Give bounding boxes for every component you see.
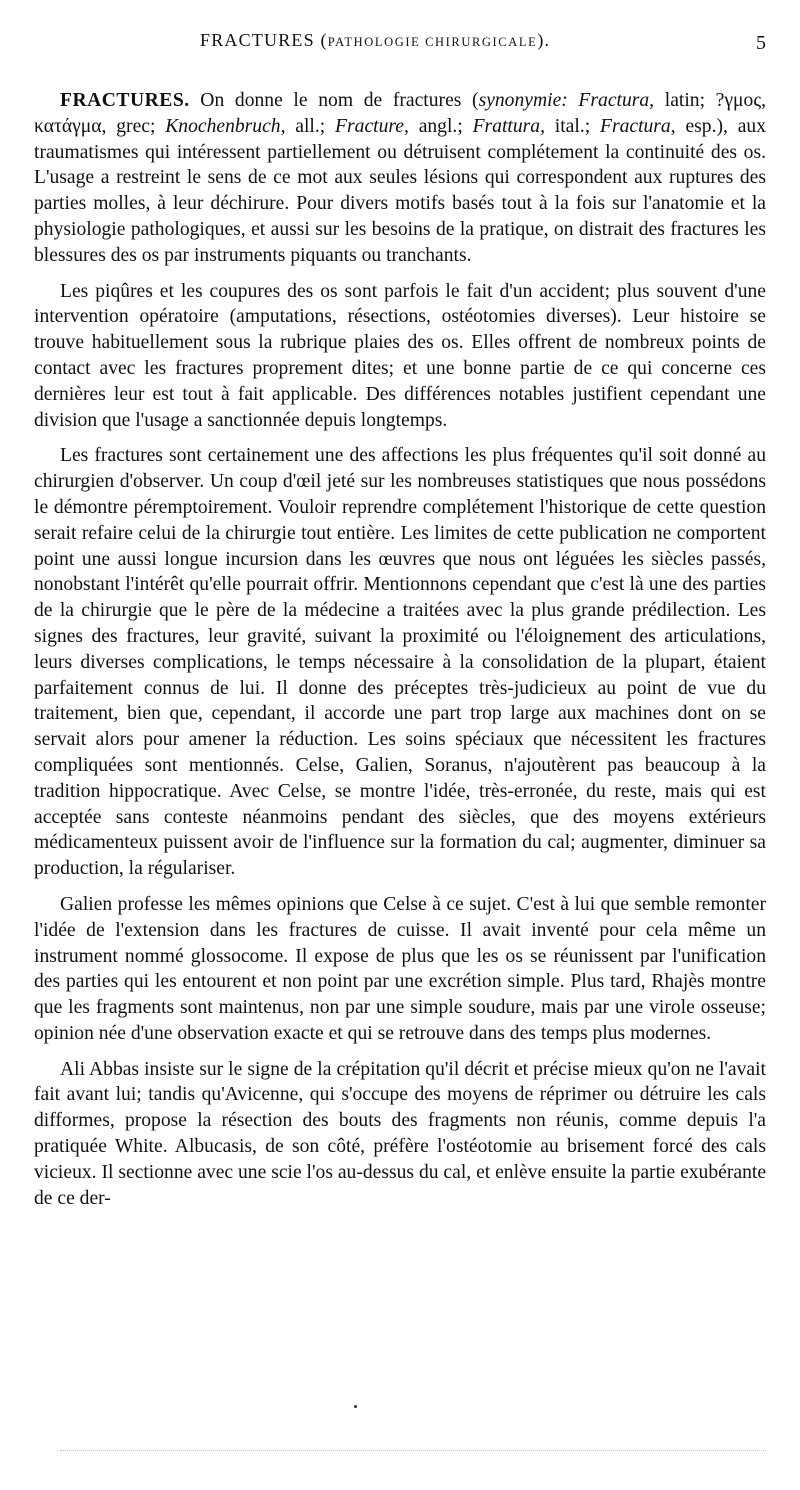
text-run: Galien professe les mêmes opinions que Celse à ce sujet. C'est à lui que semble remonter l'idée de l'extension dans les fractures de cuisse. Il avait inventé pour cela même un instrument nommé glossocome. Il expose de plus que les os se réunissent par l'unification des parties qui les entourent et non point par une excrétion simple. Plus tard, Rhajès montre que les fragments sont maintenus, non par une simple soudure, mais par une virole osseuse; opinion née d'une observation exacte et qui se retrouve dans des temps plus modernes. (34, 893, 766, 1044)
text-run: Ali Abbas insiste sur le signe de la crépitation qu'il décrit et précise mieux qu'on ne l'avait fait avant lui; tandis qu'Avicenne, qui s'occupe des moyens de réprimer ou détruire les cals difformes, propose la résection des bouts des fragments non réunis, comme depuis l'a pratiquée White. Albucasis, de son côté, préfère l'ostéotomie au brisement forcé des cals vicieux. Il sectionne avec une scie l'os au-dessus du cal, et enlève ensuite la partie exubérante de ce der- (34, 1058, 767, 1209)
paragraph (34, 443, 766, 882)
running-head (200, 30, 550, 51)
page-header (60, 30, 766, 60)
italic-text: Fracture, (335, 115, 409, 137)
italic-text: Knochenbruch, (165, 115, 286, 137)
text-run: On donne le nom de fractures ( (189, 90, 479, 111)
text-run: all.; (285, 115, 336, 137)
print-mark (354, 1405, 357, 1408)
running-head-main: FRACTURES ( (200, 30, 328, 50)
page-number: 5 (756, 32, 766, 54)
running-head-close: ). (537, 30, 551, 50)
italic-text: Frattura, (472, 115, 545, 137)
paragraph (34, 279, 766, 434)
text-run: esp.), aux traumatismes qui intéressent partiellement ou détruisent complétement la continuité des os. L'usage a restreint le sens de ce mot aux seules lésions qui correspondent aux ruptures des parties molles, à leur déchirure. Pour divers motifs basés tout à la fois sur l'anatomie et la physiologie pathologiques, et aussi sur les besoins de la pratique, on distrait des fractures les blessures des os par instruments piquants ou tranchants. (34, 115, 766, 266)
italic-text: Fractura, (599, 115, 676, 137)
body-text (34, 88, 766, 1221)
text-run: Les fractures sont certainement une des affections les plus fréquentes qu'il soit donné au chirurgien d'observer. Un coup d'œil jeté sur les nombreuses statistiques que nous possédons le démontre péremptoirement. Vouloir reprendre complétement l'historique de cette question serait refaire celui de la chirurgie tout entière. Les limites de cette publication ne comportent point une aussi longue incursion dans les œuvres que nous ont léguées les siècles passés, nonobstant l'intérêt qu'elle pourrait offrir. Mentionnons cependant que c'est là une des parties de la chirurgie que le père de la médecine a traitées avec la plus grande prédilection. Les signes des fractures, leur gravité, suivant la proximité ou l'éloignement des articulations, leurs diverses complications, le temps nécessaire à la consolidation de la plupart, étaient parfaitement connus de lui. Il donne des préceptes très-judicieux au point de vue du traitement, bien que, cependant, il accorde une part trop large aux machines dont on se servait alors pour amener la réduction. Les soins spéciaux que nécessitent les fractures compliquées sont mentionnés. Celse, Galien, Soranus, n'ajoutèrent pas beaucoup à la tradition hippocratique. Avec Celse, se montre l'idée, très-erronée, du reste, mais qui est acceptée sans conteste néanmoins pendant des siècles, que des moyens extérieurs médicamenteux puissent avoir de l'influence sur la formation du cal; augmenter, diminuer sa production, la régulariser. (34, 445, 766, 880)
running-head-subtitle: PATHOLOGIE CHIRURGICALE (327, 35, 538, 49)
text-run: Les piqûres et les coupures des os sont parfois le fait d'un accident; plus souvent d'une intervention opératoire (amputations, résections, ostéotomies diverses). Leur histoire se trouve habituellement sous la rubrique plaies des os. Elles offrent de nombreux points de contact avec les fractures proprement dites; et une bonne partie de ce qui concerne ces dernières leur est tout à fait applicable. Des différences notables justifient cependant une division que l'usage a sanctionnée depuis longtemps. (34, 280, 766, 431)
text-run: ital.; (544, 115, 600, 137)
entry-heading: FRACTURES. (60, 90, 190, 111)
paragraph (34, 88, 766, 269)
paragraph (34, 892, 766, 1047)
italic-text: synonymie: Fractura, (478, 90, 655, 111)
text-run: angl.; (408, 115, 473, 137)
text-run: latin; ?γμος, κατάγμα, grec; (34, 90, 766, 137)
paragraph (34, 1057, 766, 1212)
footer-rule (60, 1450, 766, 1451)
